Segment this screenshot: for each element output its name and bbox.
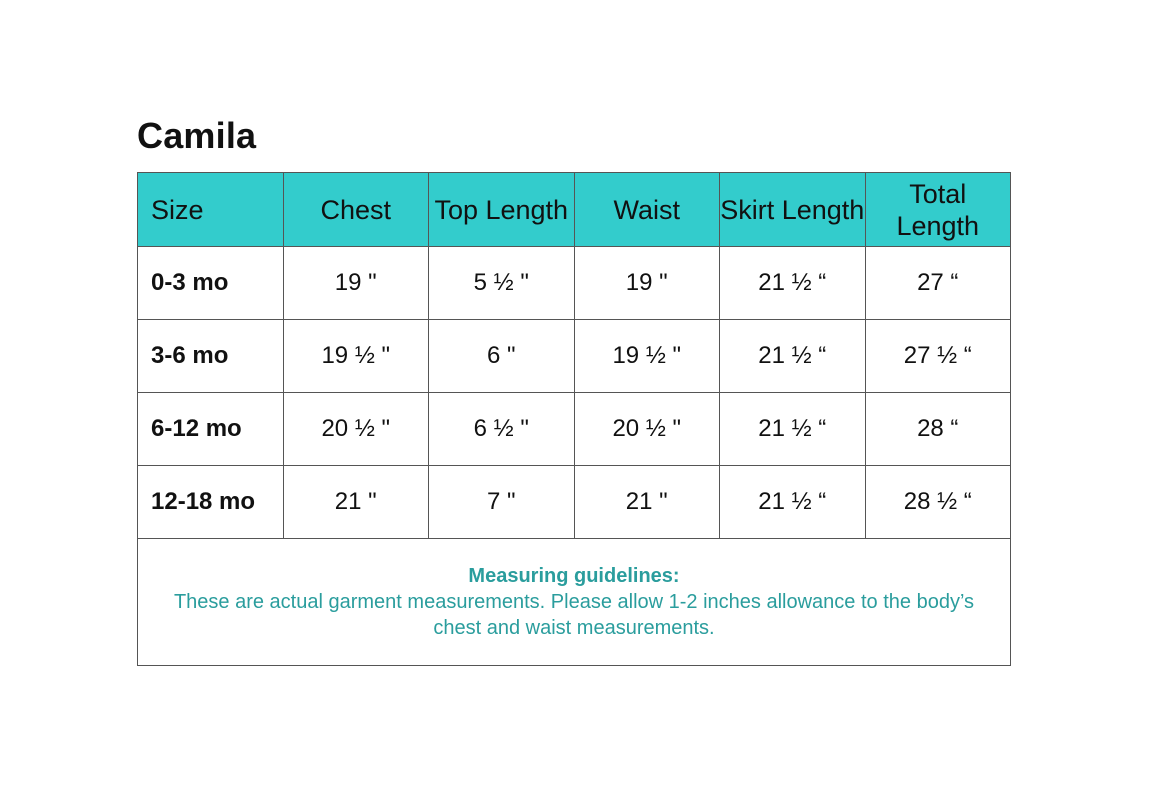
total-length-cell: 27 “ [865,247,1011,320]
waist-cell: 19 ½ " [574,320,720,393]
waist-cell: 19 " [574,247,720,320]
skirt-length-cell: 21 ½ “ [720,393,866,466]
notes-row [138,539,1011,666]
measuring-guidelines-title: Measuring guidelines: [468,565,680,587]
total-length-cell: 28 ½ “ [865,466,1011,539]
total-length-cell: 27 ½ “ [865,320,1011,393]
table-row [138,466,1011,539]
table-header-row [138,173,1011,247]
table-row [138,393,1011,466]
column-header-chest: Chest [283,173,429,247]
column-header-total-length: Total Length [865,173,1011,247]
measuring-guidelines [138,539,1011,666]
measuring-guidelines-text: These are actual garment measurements. Please allow 1-2 inches allowance to the body’s chest and waist measurements. [173,591,975,639]
total-length-cell: 28 “ [865,393,1011,466]
table-row [138,320,1011,393]
column-header-top-length: Top Length [429,173,575,247]
skirt-length-cell: 21 ½ “ [720,320,866,393]
skirt-length-cell: 21 ½ “ [720,247,866,320]
size-cell: 0-3 mo [138,247,284,320]
chest-cell: 19 ½ " [283,320,429,393]
skirt-length-cell: 21 ½ “ [720,466,866,539]
column-header-skirt-length: Skirt Length [720,173,866,247]
size-cell: 6-12 mo [138,393,284,466]
top-length-cell: 6 ½ " [429,393,575,466]
top-length-cell: 7 " [429,466,575,539]
column-header-size: Size [138,173,284,247]
table-row [138,247,1011,320]
size-cell: 12-18 mo [138,466,284,539]
top-length-cell: 6 " [429,320,575,393]
waist-cell: 20 ½ " [574,393,720,466]
chest-cell: 20 ½ " [283,393,429,466]
size-cell: 3-6 mo [138,320,284,393]
size-chart-table [137,172,1011,666]
chest-cell: 19 " [283,247,429,320]
chest-cell: 21 " [283,466,429,539]
waist-cell: 21 " [574,466,720,539]
page-title: Camila [137,115,257,156]
column-header-waist: Waist [574,173,720,247]
top-length-cell: 5 ½ " [429,247,575,320]
